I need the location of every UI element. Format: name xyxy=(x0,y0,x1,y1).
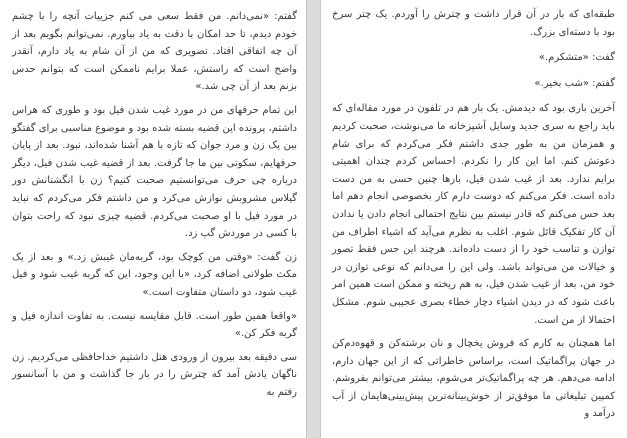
right-page xyxy=(320,0,627,438)
paragraph: گفتم: «نمی‌دانم. من فقط سعی می کنم جزییات آنچه را با چشم خودم دیدم، تا حد امکان با دقت به یاد بیاورم. نمی‌توانم بگویم بعد از آن چه اتفاقی افتاد. تصویری که من از آن شام به یاد دارم، آنقدر واضح است که راستش، عملا برایم ناممکن است که بتوانم حدس بزنم بعد از آن چی شد.» xyxy=(12,11,297,93)
paragraph: سی دقیقه بعد بیرون از ورودی هتل داشتیم خداحافظی می‌کردیم. زن ناگهان یادش آمد که چترش را در بار جا گذاشت و من با آسانسور رفتم به xyxy=(12,351,297,398)
dialogue-line: گفتم: «شب بخیر.» xyxy=(534,77,615,89)
paragraph: این تمام حرفهای من در مورد غیب شدن فیل بود و طوری که هراس داشتم، پرونده این قضیه بسته شده بود و موضوع مناسبی برای گفتگو بین یک زن و مرد جوان که تازه با هم آشنا شده‌اند، نبود. بعد از پایان حرفهایم، سکوتی بین ما جا گرفت. بعد از قضیه غیب شدن فیل، دیگر درباره چی حرف می‌توانستیم صحبت کنیم؟ زن با انگشتانش دور گیلاس مشروبش نوازش می‌کرد و من داشتم فکر می‌کردم که نباید در مورد فیل با او صحبت می‌کردم. قضیه چیزی نبود که راحت بتوان با کسی در موردش گپ زد. xyxy=(12,104,297,240)
paragraph: اما همچنان به کارم که فروش یخچال و نان برشته‌کن و قهوه‌دم‌کن در جهان پراگماتیک است، براساس خاطراتی که از این جهان دارم، ادامه می‌دهم. هر چه پراگماتیک‌تر می‌شوم، بیشتر می‌توانم بفروشم. کمپین تبلیغاتی ما موفق‌تر از خوش‌بینانه‌ترین پیش‌بینی‌هایمان از آب درآمد و xyxy=(332,338,615,420)
paragraph: آخرین باری بود که دیدمش. یک بار هم در تلفون در مورد مقاله‌ای که باید راجع به سری جدید وسایل آشپزخانه ما می‌نوشت، صحبت کردیم و همزمان من به طور جدی داشتم فکر می‌کردم که برای شام دعوتش کنم. اما این کار را نکردم. احساس کردم چندان اهمیتی برایم ندارد. بعد از غیب شدن فیل، بارها چنین حسی به من دست داده است. فکر می‌کنم که دوست دارم کار بخصوصی انجام دهم اما بعد حس می‌کنم که قادر نیستم بین نتایج احتمالی انجام دادن یا ندادن آن کار تفکیک قائل شوم. اغلب به نظرم می‌آید که اشیاء اطراف من توازن و تناسب خود را از دست داده‌اند. هرچند این حس فقط تصور و خیالات من می‌تواند باشد. ولی این را می‌دانم که نوعی توازن در خود من، بعد از غیب شدن فیل، به هم ریخته و ممکن است همین امر باعث شود که در دیدن اشیاء دچار خطاء بصری عجیبی شوم. مشکل احتمالا از من است. xyxy=(332,103,615,326)
paragraph: زن گفت: «وقتی من کوچک بود، گربه‌مان غیبش زد.» و بعد از یک مکث طولانی اضافه کرد، «با این وجود، این که گربه غیب شود و فیل غیب شود، دو داستان متفاوت است.» xyxy=(12,251,297,298)
dialogue-line: گفت: «متشکرم.» xyxy=(538,52,615,64)
left-page xyxy=(0,0,307,438)
paragraph: «واقعا همین طور است. قابل مقایسه نیست. به تفاوت اندازه فیل و گربه فکر کن.» xyxy=(12,310,297,340)
paragraph: طبقه‌ای که بار در آن قرار داشت و چترش را آوردم. یک چتر سرخ بود با دسته‌ای بزرگ. xyxy=(332,9,615,38)
